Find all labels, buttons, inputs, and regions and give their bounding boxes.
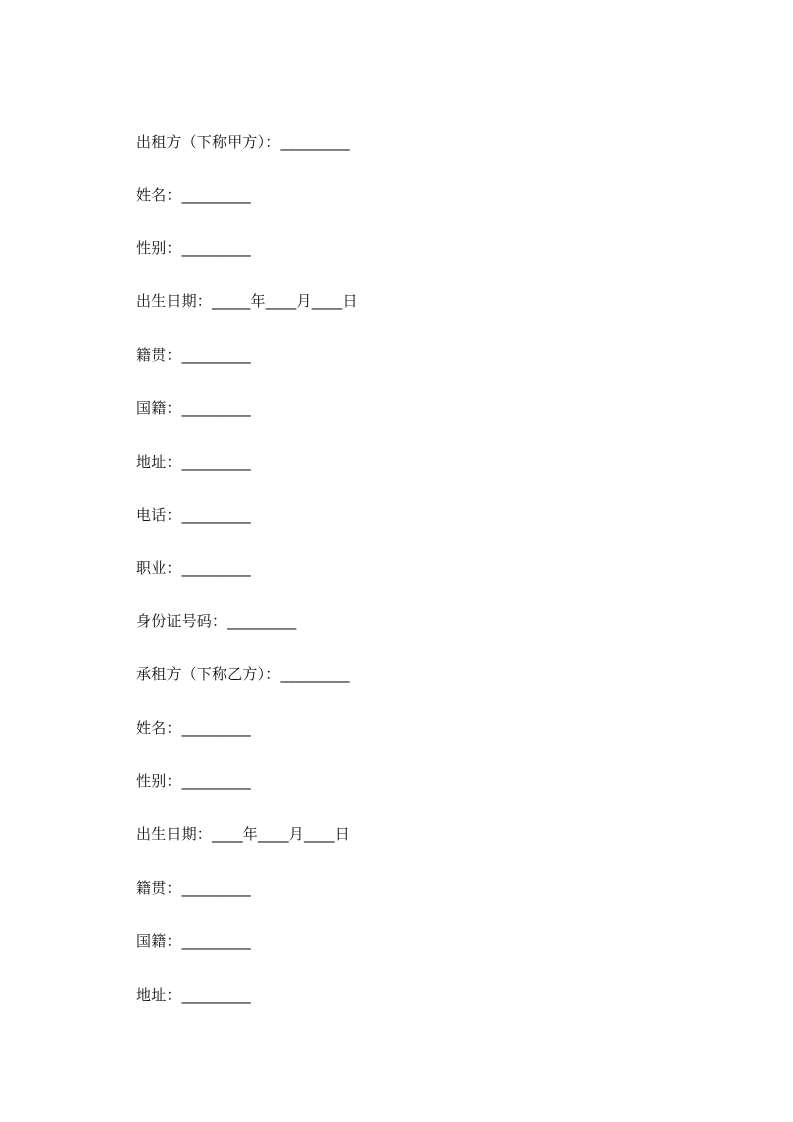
lessee-birth-date-field: 出生日期：____年____月____日 [136,825,351,843]
lessor-nationality-field: 国籍：_________ [136,399,251,417]
lessor-id-number-field: 身份证号码：_________ [136,612,297,630]
lessor-heading: 出租方（下称甲方）：_________ [136,133,350,151]
lessor-occupation-field: 职业：_________ [136,559,251,577]
lessee-nationality-field: 国籍：_________ [136,932,251,950]
lessee-gender-field: 性别：_________ [136,772,251,790]
lessor-name-field: 姓名：_________ [136,186,251,204]
lessor-address-field: 地址：_________ [136,453,251,471]
lessor-native-place-field: 籍贯：_________ [136,346,251,364]
lessor-birth-date-field: 出生日期：_____年____月____日 [136,292,358,310]
lessee-native-place-field: 籍贯：_________ [136,879,251,897]
lessee-name-field: 姓名：_________ [136,719,251,737]
lessee-heading: 承租方（下称乙方）：_________ [136,665,350,683]
lessee-address-field: 地址：_________ [136,986,251,1004]
lessor-gender-field: 性别：_________ [136,239,251,257]
lessor-phone-field: 电话：_________ [136,506,251,524]
